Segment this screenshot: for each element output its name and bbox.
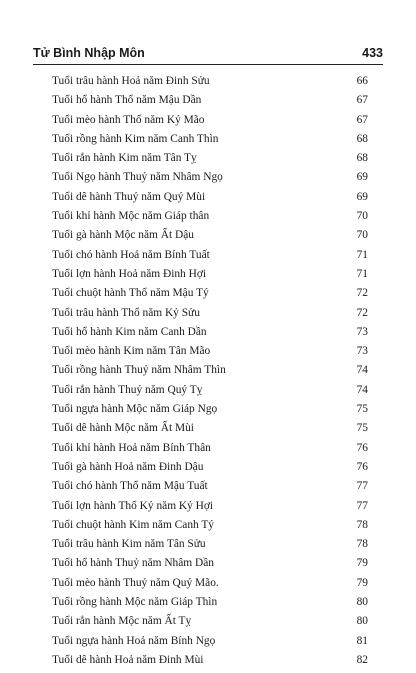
toc-entry-page: 66 xyxy=(356,75,368,87)
toc-entry-page: 80 xyxy=(356,615,368,628)
toc-entry xyxy=(52,364,368,383)
toc-entry xyxy=(52,229,368,248)
toc-entry-page: 79 xyxy=(356,557,368,570)
toc-entry xyxy=(52,422,368,441)
toc-entry-page: 73 xyxy=(356,345,368,358)
toc-entry xyxy=(52,326,368,345)
toc-entry-page: 69 xyxy=(356,171,368,184)
running-header xyxy=(33,46,383,60)
toc-entry xyxy=(52,152,368,171)
toc-entry-page: 74 xyxy=(356,364,368,377)
toc-entry-page: 80 xyxy=(356,596,368,609)
toc-entry-page: 71 xyxy=(356,267,368,280)
toc-entry-page: 68 xyxy=(356,152,368,165)
toc-entry-title: Tuổi rồng hành Kim năm Canh Thìn xyxy=(52,132,219,145)
toc-entry-title: Tuổi gà hành Mộc năm Ất Dậu xyxy=(52,229,194,242)
toc-entry-title: Tuổi dê hành Thuỷ năm Quý Mùi xyxy=(52,190,206,203)
toc-entry xyxy=(52,268,368,287)
table-of-contents xyxy=(52,75,368,673)
toc-entry-title: Tuổi chuột hành Kim năm Canh Tý xyxy=(52,518,214,531)
toc-entry-title: Tuổi hổ hành Thổ năm Mậu Dần xyxy=(52,94,202,107)
toc-entry xyxy=(52,403,368,422)
toc-entry xyxy=(52,210,368,229)
toc-entry xyxy=(52,345,368,364)
toc-entry xyxy=(52,133,368,152)
toc-entry xyxy=(52,191,368,210)
toc-entry xyxy=(52,94,368,113)
toc-entry-title: Tuổi rồng hành Thuỷ năm Nhâm Thìn xyxy=(52,364,226,377)
toc-entry-page: 72 xyxy=(356,306,368,319)
toc-entry-title: Tuổi hổ hành Kim năm Canh Dần xyxy=(52,325,207,338)
toc-entry xyxy=(52,557,368,576)
toc-entry xyxy=(52,538,368,557)
toc-entry-page: 79 xyxy=(356,576,368,589)
toc-entry-page: 75 xyxy=(356,403,368,416)
toc-entry xyxy=(52,500,368,519)
book-title: Tử Bình Nhập Môn xyxy=(33,46,145,60)
toc-entry-page: 77 xyxy=(356,480,368,493)
toc-entry-title: Tuổi rắn hành Kim năm Tân Tỵ xyxy=(52,152,197,165)
toc-entry-title: Tuổi khỉ hành Hoả năm Bính Thân xyxy=(52,441,211,454)
toc-entry-title: Tuổi trâu hành Hoả năm Đinh Sửu xyxy=(52,75,210,87)
toc-entry-title: Tuổi chó hành Thổ năm Mậu Tuất xyxy=(52,480,208,493)
toc-entry-title: Tuổi lợn hành Hoả năm Đinh Hợi xyxy=(52,267,207,280)
toc-entry-page: 70 xyxy=(356,210,368,223)
toc-entry-page: 82 xyxy=(356,653,368,666)
toc-entry xyxy=(52,287,368,306)
toc-entry-page: 76 xyxy=(356,441,368,454)
toc-entry-title: Tuổi Ngọ hành Thuỷ năm Nhâm Ngọ xyxy=(52,171,223,184)
toc-entry xyxy=(52,596,368,615)
toc-entry-title: Tuổi rắn hành Mộc năm Ất Tỵ xyxy=(52,615,192,628)
toc-entry-title: Tuổi dê hành Mộc năm Ất Mùi xyxy=(52,422,194,435)
toc-entry xyxy=(52,654,368,673)
toc-entry-page: 72 xyxy=(356,287,368,300)
toc-entry-title: Tuổi mèo hành Thổ năm Kỷ Mão xyxy=(52,113,205,126)
toc-entry xyxy=(52,480,368,499)
toc-entry xyxy=(52,461,368,480)
toc-entry xyxy=(52,442,368,461)
toc-entry xyxy=(52,635,368,654)
toc-entry-page: 71 xyxy=(356,248,368,261)
toc-entry-title: Tuổi chuột hành Thổ năm Mậu Tý xyxy=(52,287,209,300)
toc-entry-title: Tuổi gà hành Hoả năm Đinh Dậu xyxy=(52,460,204,473)
toc-entry-page: 77 xyxy=(356,499,368,512)
toc-entry-title: Tuổi rồng hành Mộc năm Giáp Thìn xyxy=(52,596,218,609)
toc-entry xyxy=(52,75,368,94)
toc-entry-title: Tuổi mèo hành Thuỷ năm Quý Mão. xyxy=(52,576,219,589)
toc-entry-title: Tuổi lợn hành Thổ Kỷ năm Kỷ Hợi xyxy=(52,499,214,512)
toc-entry-page: 67 xyxy=(356,94,368,107)
toc-entry xyxy=(52,577,368,596)
header-rule xyxy=(33,64,383,65)
toc-entry-page: 75 xyxy=(356,422,368,435)
toc-entry-page: 67 xyxy=(356,113,368,126)
toc-entry-title: Tuổi chó hành Hoả năm Bính Tuất xyxy=(52,248,210,261)
toc-entry-title: Tuổi ngựa hành Mộc năm Giáp Ngọ xyxy=(52,403,218,416)
toc-entry-page: 70 xyxy=(356,229,368,242)
toc-entry-page: 78 xyxy=(356,538,368,551)
toc-entry xyxy=(52,384,368,403)
toc-entry-page: 73 xyxy=(356,325,368,338)
toc-entry xyxy=(52,114,368,133)
toc-entry-title: Tuổi khỉ hành Mộc năm Giáp thân xyxy=(52,210,210,223)
toc-entry-title: Tuổi trâu hành Kim năm Tân Sửu xyxy=(52,538,206,551)
toc-entry-page: 76 xyxy=(356,460,368,473)
toc-entry-page: 68 xyxy=(356,132,368,145)
page-number: 433 xyxy=(362,46,383,60)
toc-entry-title: Tuổi hổ hành Thuỷ năm Nhâm Dần xyxy=(52,557,214,570)
toc-entry-page: 81 xyxy=(356,634,368,647)
toc-entry-page: 69 xyxy=(356,190,368,203)
toc-entry-title: Tuổi rắn hành Thuỷ năm Quý Tỵ xyxy=(52,383,203,396)
toc-entry-title: Tuổi dê hành Hoả năm Đinh Mùi xyxy=(52,653,204,666)
toc-entry xyxy=(52,171,368,190)
toc-entry-page: 78 xyxy=(356,518,368,531)
toc-entry-title: Tuổi mèo hành Kim năm Tân Mão xyxy=(52,345,211,358)
toc-entry-title: Tuổi ngựa hành Hoả năm Bính Ngọ xyxy=(52,634,216,647)
toc-entry xyxy=(52,307,368,326)
toc-entry xyxy=(52,519,368,538)
toc-entry xyxy=(52,249,368,268)
toc-entry-title: Tuổi trâu hành Thổ năm Kỷ Sửu xyxy=(52,306,200,319)
toc-entry-page: 74 xyxy=(356,383,368,396)
